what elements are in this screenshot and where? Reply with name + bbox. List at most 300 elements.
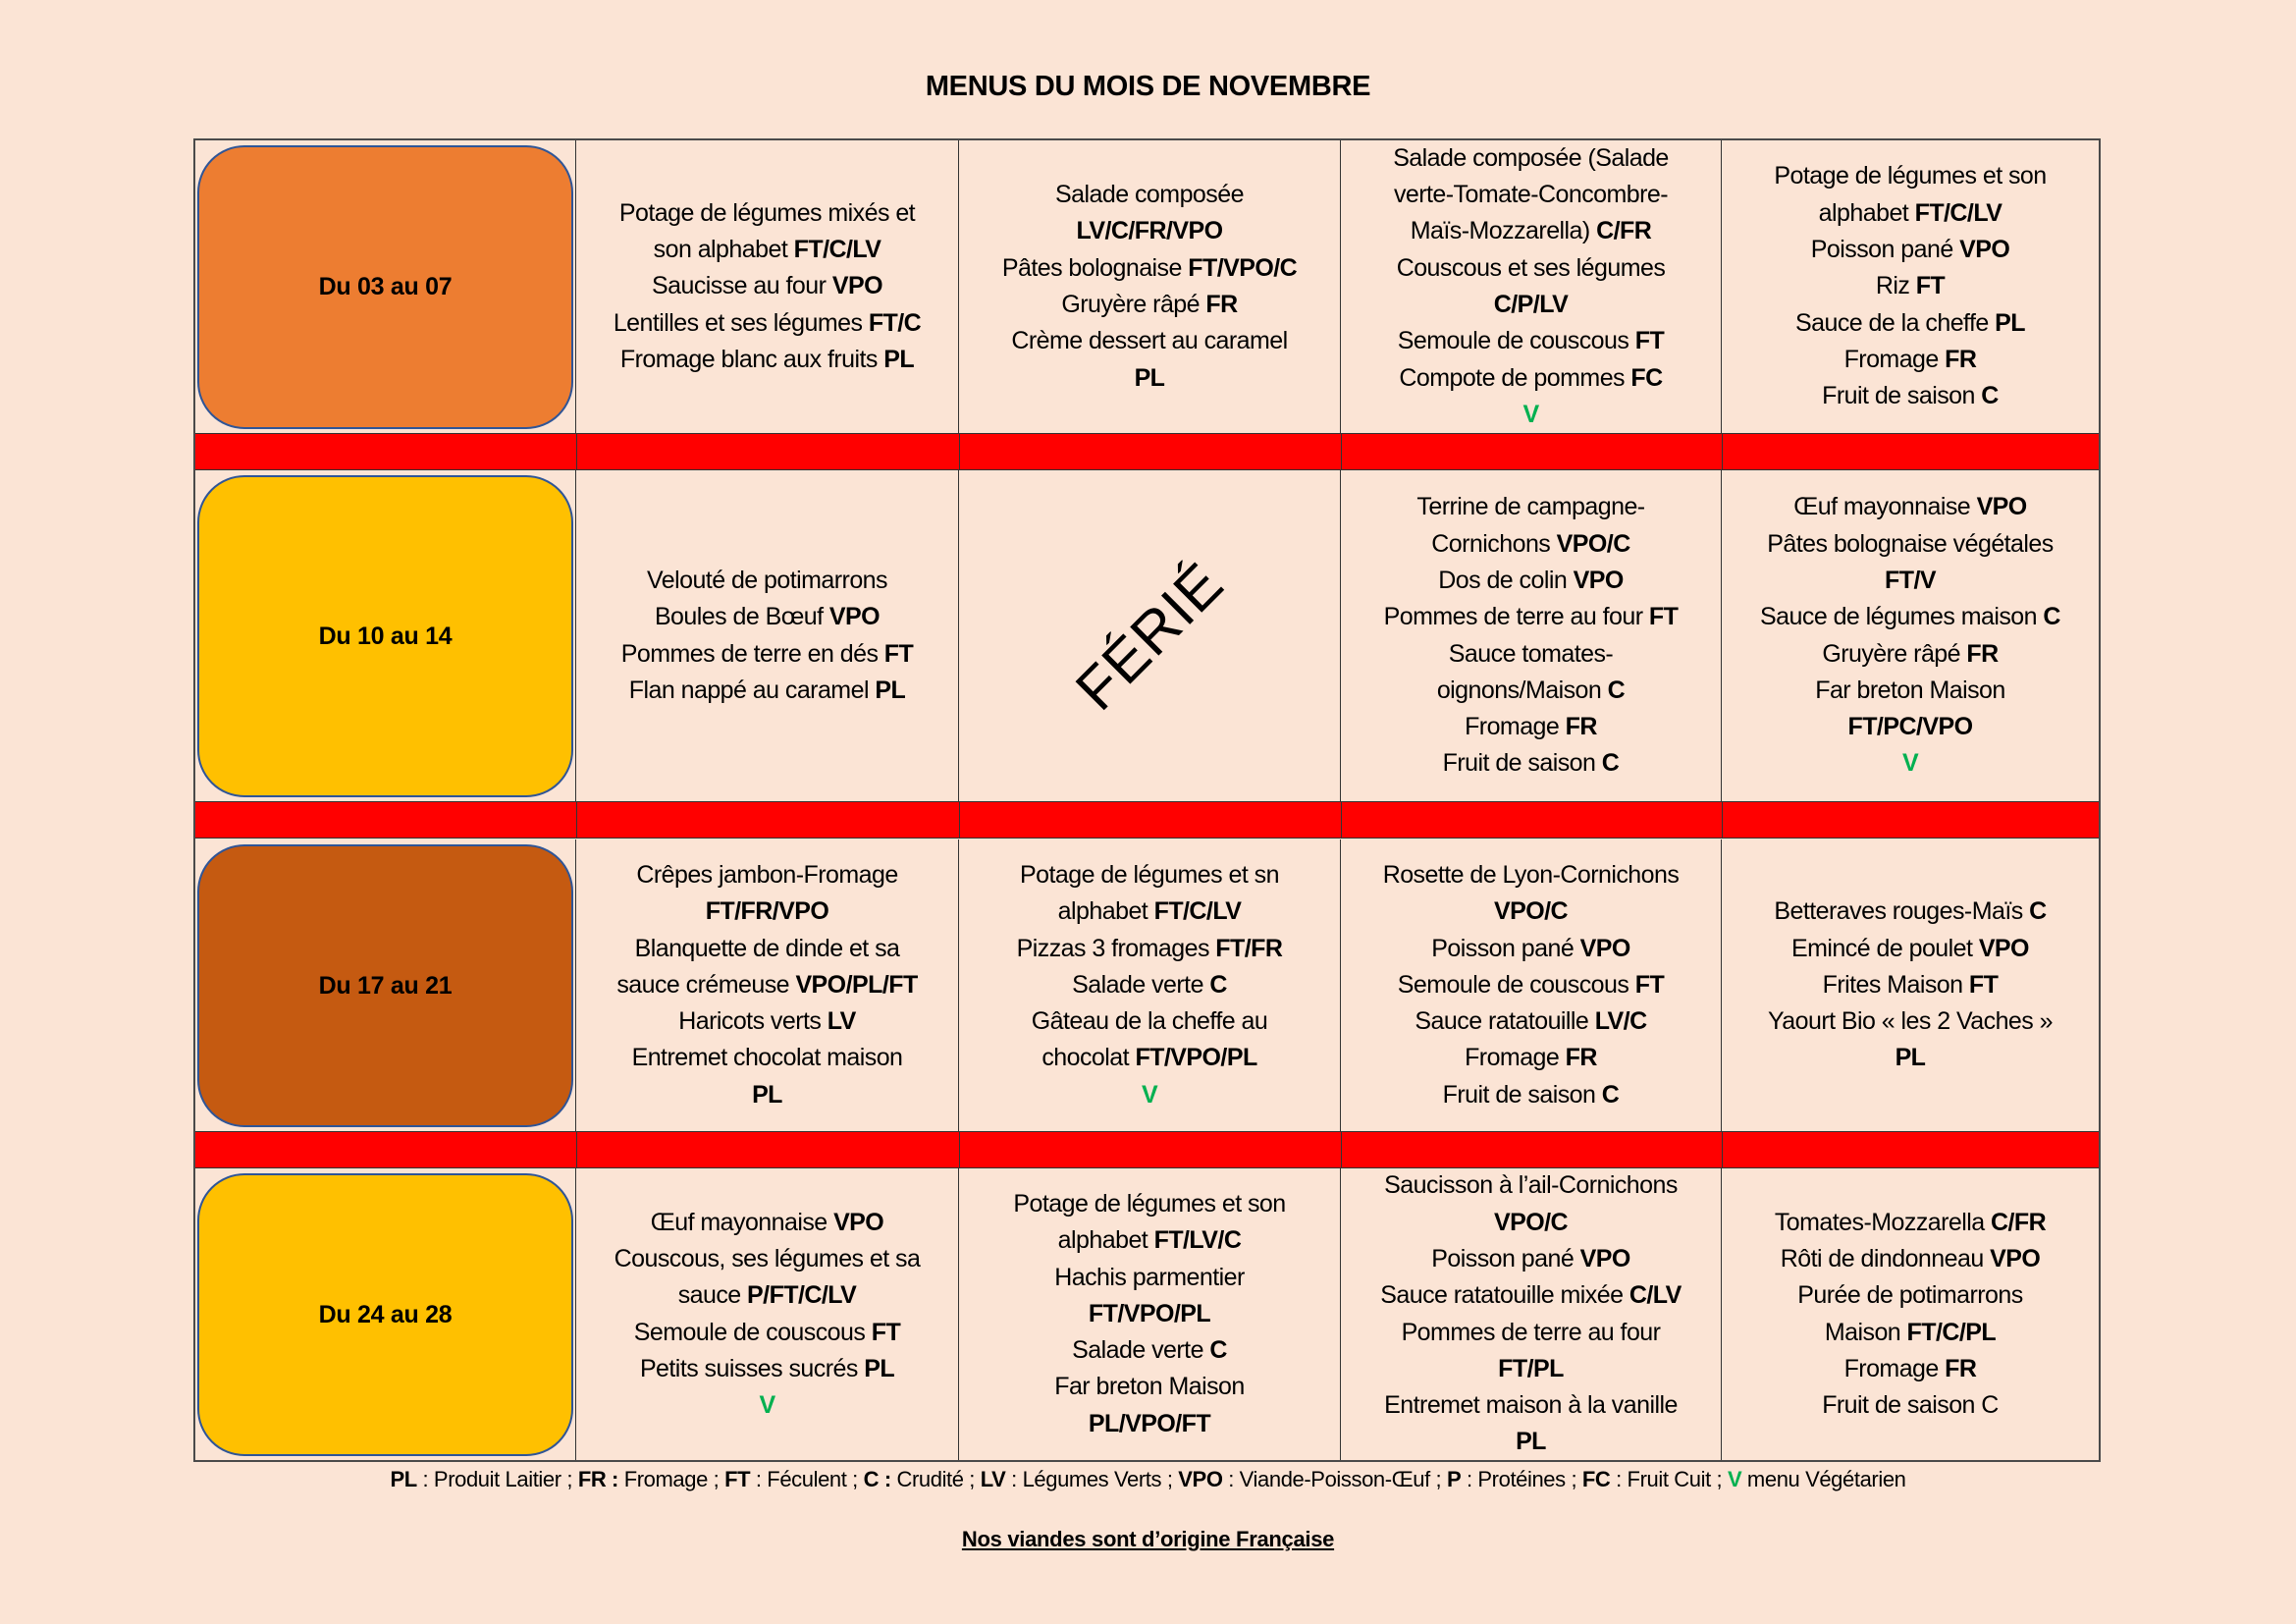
category-code: C [2043,603,2060,631]
menu-line [1494,287,1568,323]
day-menu-cell [1341,1168,1722,1460]
menu-line [1384,599,1679,635]
menu-line [1876,268,1945,304]
menu-line [1054,1369,1245,1405]
dish-text: Pommes de terre au four [1401,1318,1661,1346]
dish-text: Potage de légumes et son [1774,162,2047,190]
dish-text: Riz [1875,272,1916,300]
menu-line [1774,158,2046,194]
dish-text: Petits suisses sucrés [639,1354,865,1382]
band-divider [576,1132,577,1167]
category-code: FT/VPO/PL [1135,1044,1257,1072]
dish-text: : Légumes Verts ; [1005,1467,1179,1491]
menu-line [621,636,914,673]
menu-line [614,1241,921,1277]
category-code: FC [1581,1467,1611,1491]
day-menu-cell [1341,140,1722,433]
dish-text: : Viande-Poisson-Œuf ; [1222,1467,1447,1491]
menu-line [1041,1040,1256,1076]
menu-line [1011,323,1287,359]
menu-line [759,1387,774,1424]
menu-line [1399,360,1662,397]
category-code: PL/VPO/FT [1088,1409,1211,1437]
week-row [195,839,2099,1131]
dish-text: Entremet chocolat maison [631,1044,903,1072]
dish-text: Poisson pané [1431,1244,1580,1272]
menu-line [1844,342,1977,378]
menu-line [635,931,900,967]
menu-line [1415,1003,1646,1040]
vegetarian-marker: V [1522,400,1539,428]
dish-text: Pommes de terre en dés [620,639,884,668]
week-label: Du 24 au 28 [197,1173,573,1456]
menu-line [1431,526,1629,563]
dish-text: Fromage [1843,1354,1946,1382]
category-code: FT [724,1467,751,1491]
separator-band [195,433,2099,470]
category-code: C [1601,1080,1620,1109]
week-label: Du 10 au 14 [197,475,573,797]
dish-text: Hachis parmentier [1054,1263,1245,1291]
category-code: FC [1630,363,1663,392]
menu-line [1431,931,1629,967]
menu-line [1402,1315,1661,1351]
dish-text: Salade verte [1072,1336,1210,1365]
vegetarian-marker: V [1141,1080,1158,1109]
menu-line [1443,745,1620,782]
category-code: FT/FR/VPO [705,897,829,926]
menu-line [1061,287,1237,323]
menu-line [1384,1387,1678,1424]
dish-text: Dos de colin [1438,566,1574,594]
menu-line [1431,1241,1629,1277]
category-code: VPO/C [1493,1208,1569,1236]
menu-line [652,268,882,304]
category-code: FT/PL [1498,1354,1564,1382]
category-code: C [2029,897,2047,926]
category-code: FR [1966,639,1999,668]
dish-text: Couscous et ses légumes [1396,253,1666,282]
dish-text: Lentilles et ses légumes [613,308,869,337]
menu-line [1398,323,1664,359]
category-code: FT [1968,970,1999,999]
dish-text: : Produit Laitier ; [416,1467,578,1491]
day-menu-cell [576,1168,959,1460]
menu-line [619,195,915,232]
dish-text: Fromage [1465,713,1566,741]
menu-line [1516,1424,1546,1460]
menu-line [1774,893,2046,930]
dish-text: Crème dessert au caramel [1011,327,1288,355]
menu-line [1793,489,2026,525]
category-code: FR [1205,291,1238,318]
category-code: VPO/C [1556,529,1630,558]
dish-text: Sauce tomates- [1448,639,1614,668]
dish-text: chocolat [1041,1044,1136,1072]
separator-band [195,1131,2099,1168]
dish-text: Poisson pané [1431,934,1580,962]
dish-text: Fromage [1465,1044,1566,1072]
menu-line [1797,1277,2022,1314]
menu-line [1791,931,2029,967]
category-code: VPO [1178,1467,1223,1491]
menu-line [1760,599,2060,635]
week-label-cell [195,470,576,801]
dish-text: Cornichons [1431,529,1557,558]
menu-line [1819,195,2002,232]
category-code: LV [827,1007,856,1036]
band-divider [576,802,577,838]
band-divider [1722,434,1723,469]
menu-line [1142,1077,1157,1113]
day-menu-cell [959,1168,1341,1460]
menu-line [629,673,905,709]
dish-text: Sauce de légumes maison [1760,603,2044,631]
dish-text: Gâteau de la cheffe au [1031,1007,1268,1036]
category-code: LV/C/FR/VPO [1076,217,1223,245]
dish-text: Fromage blanc aux fruits [619,345,884,373]
category-code: C/LV [1629,1281,1682,1310]
dish-text: Velouté de potimarrons [646,566,887,594]
menu-line [1072,1332,1227,1369]
category-code: C [1607,676,1626,704]
dish-text: Far breton Maison [1815,676,2005,704]
menu-line [1494,1205,1568,1241]
menu-line [1522,397,1538,433]
menu-line [1896,1040,1926,1076]
category-code: LV [980,1467,1006,1491]
category-code: FT [871,1318,901,1346]
dish-text: Maïs-Mozzarella) [1410,217,1597,245]
menu-line [678,1003,856,1040]
menu-line [752,1077,782,1113]
category-code: VPO [1976,493,2027,521]
dish-text: Rosette de Lyon-Cornichons [1382,860,1680,889]
menu-line [632,1040,903,1076]
week-row [195,470,2099,801]
dish-text: : Fruit Cuit ; [1610,1467,1728,1491]
category-code: FT/LV/C [1153,1226,1242,1255]
menu-line [655,599,880,635]
vegetarian-marker: V [759,1391,775,1420]
menu-line [1002,250,1297,287]
dish-text: Sauce ratatouille mixée [1380,1281,1629,1310]
menu-line [654,232,881,268]
dish-text: Sauce ratatouille [1415,1007,1595,1036]
week-label-cell [195,1168,576,1460]
dish-text: Potage de légumes et son [1013,1189,1286,1218]
band-divider [1341,802,1342,838]
menu-line [1397,250,1666,287]
band-divider [959,434,960,469]
band-divider [959,802,960,838]
category-code: FT/C/LV [1153,897,1242,926]
menu-line [1811,232,2009,268]
menu-line [1020,857,1279,893]
dish-text: verte-Tomate-Concombre- [1393,181,1669,209]
menu-line [1438,563,1624,599]
menu-line [678,1277,857,1314]
dish-text: Potage de légumes et sn [1020,860,1279,889]
dish-text: alphabet [1057,897,1154,926]
dish-text: Crêpes jambon-Fromage [636,860,898,889]
dish-text: Pâtes bolognaise végétales [1767,529,2054,558]
category-code: FT/C/LV [1914,198,2002,227]
week-label-cell [195,140,576,433]
category-code: VPO [1990,1244,2041,1272]
category-code: FR [1565,1044,1597,1072]
menu-line [1443,1077,1620,1113]
separator-band [195,801,2099,839]
menu-line [1902,745,1918,782]
vegetarian-marker: V [1901,749,1919,778]
menu-line [1055,177,1244,213]
category-code: PL [1995,308,2025,337]
dish-text: Blanquette de dinde et sa [634,934,900,962]
dish-text: alphabet [1057,1226,1154,1255]
menu-line [614,305,921,342]
menu-line [1822,636,1998,673]
dish-text: Yaourt Bio « les 2 Vaches » [1768,1007,2053,1036]
week-label-cell [195,839,576,1131]
category-code: PL [1134,363,1165,392]
dish-text: alphabet [1818,198,1915,227]
category-code: FT/VPO/C [1188,253,1298,282]
day-menu-cell [576,470,959,801]
menu-line [1795,305,2025,342]
menu-line [1465,709,1597,745]
page-title: MENUS DU MOIS DE NOVEMBRE [925,71,1371,102]
category-code: VPO [833,1208,884,1236]
dish-text: Purée de potimarrons [1797,1281,2023,1310]
category-code: VPO [1579,934,1630,962]
category-code: C [1601,749,1620,778]
dish-text: sauce crémeuse [616,970,796,999]
week-row [195,1168,2099,1460]
day-menu-cell [1722,470,2099,801]
category-code: FR [1945,345,1977,373]
category-code: P [1446,1467,1462,1491]
menu-line [1054,1260,1245,1296]
menu-line [1013,1186,1285,1222]
category-code: PL [883,345,915,373]
menu-line [1058,893,1242,930]
menu-line [1017,931,1283,967]
dish-text: Sauce de la cheffe [1795,308,1996,337]
menu-line [1498,1351,1564,1387]
day-menu-cell [576,839,959,1131]
menu-line [1393,140,1669,177]
category-code: C [1209,1336,1227,1365]
dish-text: : Protéines ; [1461,1467,1582,1491]
dish-text: Frites Maison [1822,970,1969,999]
menu-line [1815,673,2005,709]
category-code: C/FR [1596,217,1652,245]
day-menu-cell [1722,1168,2099,1460]
dish-text: son alphabet [653,236,794,264]
dish-text: Flan nappé au caramel [628,676,876,704]
category-code: FT [883,639,914,668]
category-code: FT/C/PL [1906,1318,1997,1346]
dish-text: Terrine de campagne- [1416,493,1645,521]
day-menu-cell [959,839,1341,1131]
dish-text: Emincé de poulet [1791,934,1979,962]
category-code: C : [863,1467,891,1491]
day-menu-cell [1341,839,1722,1131]
dish-text: Fruit de saison C [1822,1391,1999,1420]
category-code: FT [1915,272,1946,300]
category-code: FR : [577,1467,618,1491]
menu-line [1465,1040,1597,1076]
dish-text: Potage de légumes mixés et [618,198,916,227]
dish-text: Semoule de couscous [1397,970,1635,999]
day-menu-cell [959,140,1341,433]
category-code: PL [875,676,906,704]
menu-line [616,967,917,1003]
dish-text: oignons/Maison [1436,676,1608,704]
category-code: VPO [1978,934,2029,962]
menu-line [1398,967,1664,1003]
menu-line [1380,1277,1682,1314]
dish-text: Boules de Bœuf [654,603,829,631]
dish-text: Fromage ; [617,1467,725,1491]
dish-text: Maison [1824,1318,1907,1346]
band-divider [576,434,577,469]
dish-text: Gruyère râpé [1061,291,1206,318]
category-code: FT [1634,327,1665,355]
dish-text: Betteraves rouges-Maïs [1774,897,2030,926]
dish-text: Saucisse au four [652,272,832,300]
dish-text: Tomates-Mozzarella [1774,1208,1992,1236]
holiday-label: FÉRIÉ [1063,549,1236,723]
week-label: Du 17 au 21 [197,844,573,1127]
band-divider [1341,434,1342,469]
dish-text: Œuf mayonnaise [650,1208,834,1236]
dish-text: Compote de pommes [1399,363,1631,392]
dish-text: Rôti de dindonneau [1780,1244,1991,1272]
menu-line [1416,489,1644,525]
dish-text: sauce [677,1281,748,1310]
menu-line [1768,1003,2053,1040]
menu-table [193,138,2101,1462]
band-divider [1722,1132,1723,1167]
legend [0,1467,2296,1492]
category-code: FT [1634,970,1665,999]
menu-line [651,1205,883,1241]
category-code: FT/C [868,308,922,337]
dish-text: Fromage [1843,345,1946,373]
menu-line [1383,857,1680,893]
menu-line [1437,673,1625,709]
menu-line [1781,1241,2041,1277]
dish-text: Crudité ; [890,1467,981,1491]
menu-line [1089,1296,1210,1332]
dish-text: menu Végétarien [1741,1467,1906,1491]
category-code: VPO [828,603,881,631]
week-row [195,140,2099,433]
category-code: PL [1895,1044,1926,1072]
dish-text: Saucisson à l’ail-Cornichons [1384,1171,1678,1200]
dish-text: Salade verte [1072,970,1210,999]
category-code: VPO/PL/FT [795,970,918,999]
menu-line [1411,213,1651,249]
dish-text: Pommes de terre au four [1383,603,1649,631]
dish-text: Pizzas 3 fromages [1016,934,1216,962]
vegetarian-marker: V [1727,1467,1742,1491]
dish-text: Far breton Maison [1054,1373,1245,1401]
dish-text: Semoule de couscous [1397,327,1635,355]
day-menu-cell [576,140,959,433]
menu-line [1847,709,1972,745]
dish-text: Œuf mayonnaise [1793,493,1977,521]
menu-line [1844,1351,1977,1387]
category-code: C [1209,970,1227,999]
menu-line [1767,526,2053,563]
menu-line [1822,378,1999,414]
menu-line [1394,177,1668,213]
dish-text: Fruit de saison [1822,382,1982,410]
menu-line [1089,1406,1210,1442]
category-code: FT/PC/VPO [1847,713,1973,741]
menu-line [636,857,897,893]
category-code: FT [1648,603,1679,631]
category-code: VPO [1959,236,2010,264]
band-divider [1722,802,1723,838]
menu-line [647,563,887,599]
menu-line [706,893,829,930]
dish-text: Fruit de saison [1442,749,1602,778]
dish-text: Salade composée (Salade [1393,143,1669,172]
category-code: LV/C [1594,1007,1647,1036]
menu-line [1775,1205,2046,1241]
day-menu-cell [1341,470,1722,801]
day-menu-cell [1722,839,2099,1131]
category-code: FT/FR [1215,934,1283,962]
category-code: FR [1945,1354,1977,1382]
dish-text: Haricots verts [678,1007,828,1036]
category-code: PL [1516,1428,1546,1456]
dish-text: Couscous, ses légumes et sa [614,1244,921,1272]
dish-text: Gruyère râpé [1822,639,1967,668]
menu-line [634,1315,900,1351]
dish-text: Fruit de saison [1442,1080,1602,1109]
menu-line [1384,1167,1678,1204]
dish-text: Poisson pané [1810,236,1960,264]
menu-line [1822,1387,1999,1424]
category-code: FT/VPO/PL [1088,1299,1211,1327]
menu-line [1072,967,1227,1003]
category-code: VPO [1579,1244,1630,1272]
menu-line [1449,636,1613,673]
category-code: PL [390,1467,417,1491]
menu-line [1885,563,1936,599]
day-menu-cell [1722,140,2099,433]
menu-line [1494,893,1568,930]
dish-text: : Féculent ; [750,1467,864,1491]
dish-text: Semoule de couscous [633,1318,872,1346]
dish-text: Pâtes bolognaise [1001,253,1189,282]
menu-line [1076,213,1222,249]
category-code: VPO [831,272,882,300]
menu-line [1825,1315,1996,1351]
category-code: FT/C/LV [793,236,881,264]
category-code: PL [864,1354,895,1382]
holiday-cell [959,470,1341,801]
category-code: FR [1565,713,1597,741]
dish-text: Salade composée [1055,181,1244,209]
dish-text: Entremet maison à la vanille [1384,1391,1678,1420]
menu-line [640,1351,894,1387]
